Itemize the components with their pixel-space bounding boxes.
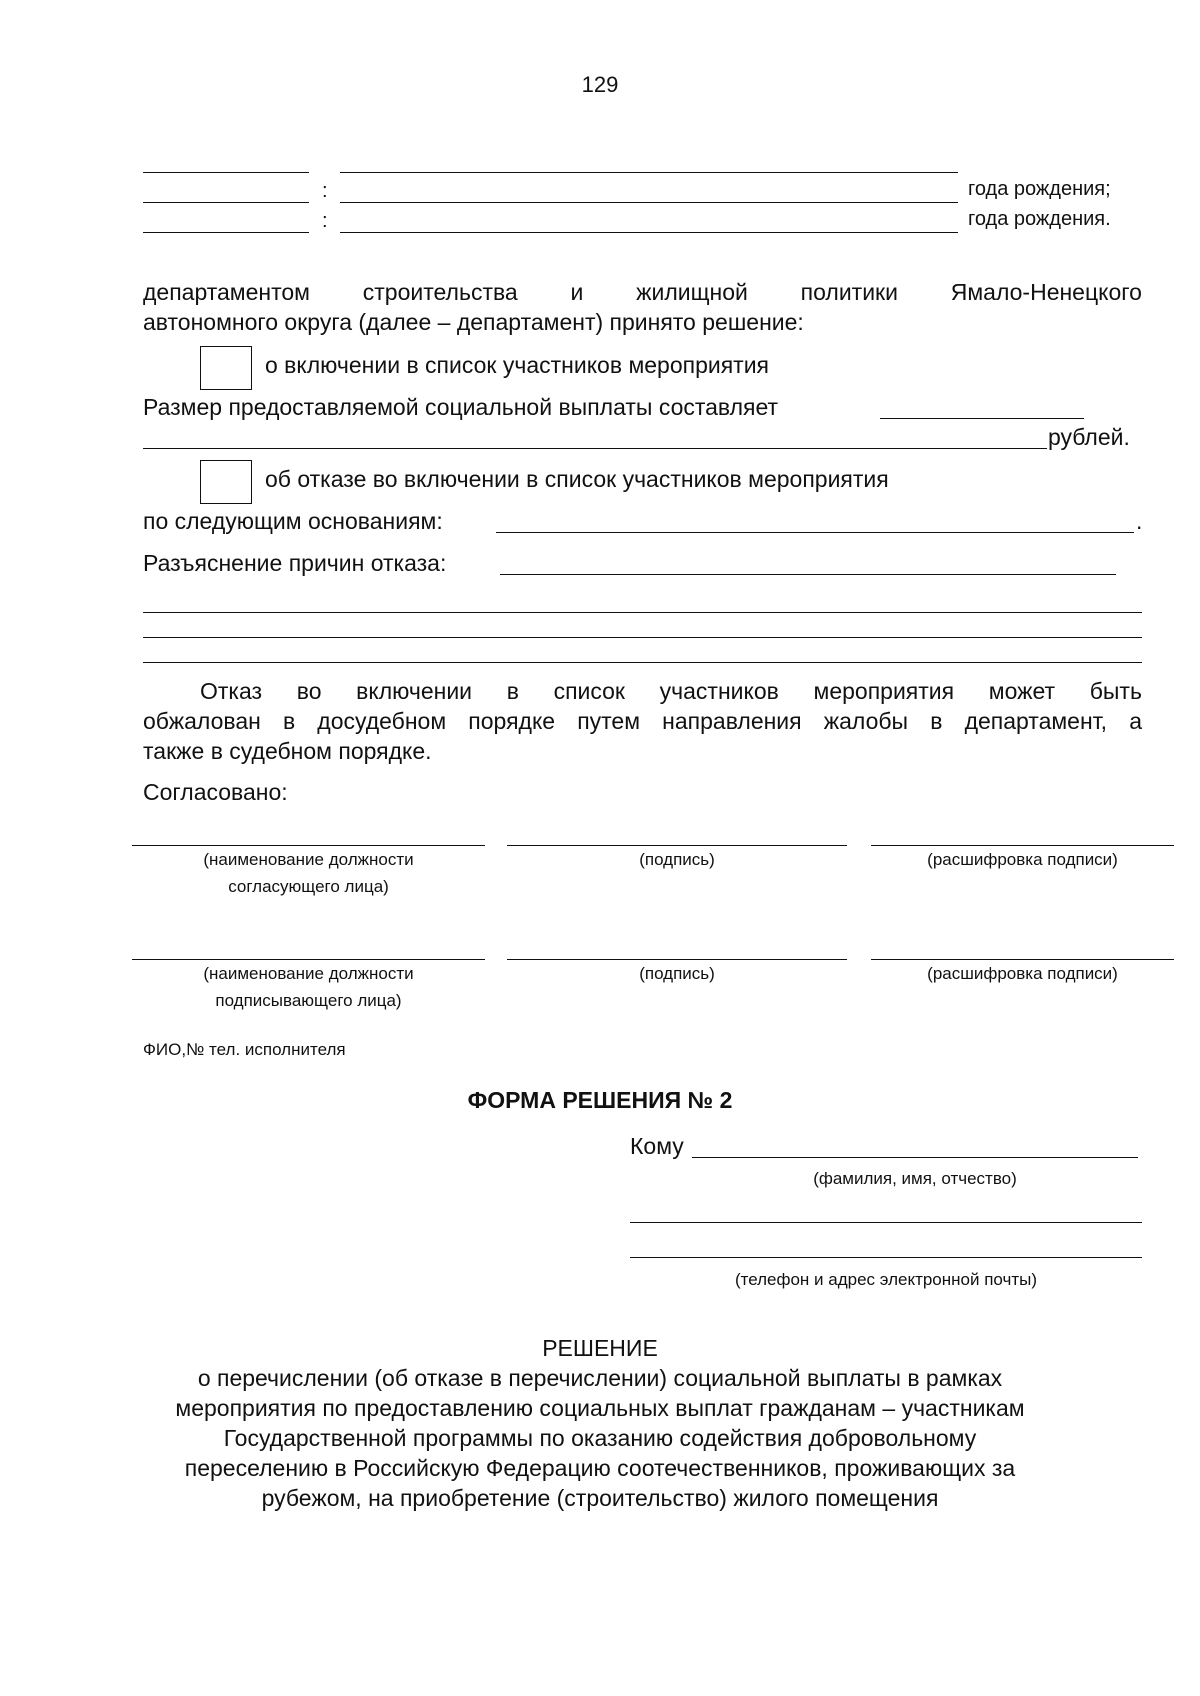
appeal-word: может bbox=[988, 678, 1056, 704]
form2-title: ФОРМА РЕШЕНИЯ № 2 bbox=[467, 1087, 733, 1113]
appeal-word: досудебном bbox=[317, 708, 447, 734]
grounds-label: по следующим основаниям: bbox=[143, 508, 443, 534]
contact-blank-2[interactable] bbox=[630, 1257, 1142, 1258]
grounds-blank[interactable] bbox=[496, 532, 1134, 533]
explanation-blank-4[interactable] bbox=[143, 662, 1142, 663]
name-blank-2[interactable] bbox=[143, 202, 309, 203]
intro-word: строительства bbox=[362, 279, 518, 305]
appeal-word: мероприятия bbox=[813, 678, 955, 704]
signer-decryption-caption: (расшифровка подписи) bbox=[927, 964, 1118, 983]
appeal-line3: также в судебном порядке. bbox=[143, 738, 432, 764]
intro-word: и bbox=[570, 279, 584, 305]
appeal-word: направления bbox=[662, 708, 802, 734]
appeal-line1 bbox=[200, 676, 1142, 706]
decision-intro-line1 bbox=[143, 277, 1142, 307]
recipient-label: Кому bbox=[630, 1133, 684, 1159]
appeal-word: включении bbox=[356, 678, 473, 704]
approver-position-caption-1: (наименование должности bbox=[203, 850, 414, 869]
include-checkbox[interactable] bbox=[200, 346, 252, 390]
decision-subtitle-line: рубежом, на приобретение (строительство) жилого помещения bbox=[261, 1485, 939, 1511]
explanation-blank-1[interactable] bbox=[500, 574, 1116, 575]
contact-blank-1[interactable] bbox=[630, 1222, 1142, 1223]
decision-subtitle-line: о перечислении (об отказе в перечислении) социальной выплаты в рамках bbox=[197, 1365, 1003, 1391]
executor-label: ФИО,№ тел. исполнителя bbox=[143, 1040, 346, 1059]
explanation-label: Разъяснение причин отказа: bbox=[143, 550, 447, 576]
birth-year-label-2: года рождения; bbox=[968, 178, 1111, 200]
details-blank-2[interactable] bbox=[340, 202, 958, 203]
include-option-label: о включении в список участников мероприятия bbox=[265, 352, 770, 378]
name-blank-1[interactable] bbox=[143, 172, 309, 173]
decision-title: РЕШЕНИЕ bbox=[542, 1335, 658, 1361]
explanation-blank-3[interactable] bbox=[143, 637, 1142, 638]
appeal-word: в bbox=[506, 678, 519, 704]
separator-2: : bbox=[322, 180, 328, 202]
approver-decryption-line[interactable] bbox=[871, 845, 1174, 846]
appeal-word: департамент, bbox=[964, 708, 1108, 734]
amount-blank-2[interactable] bbox=[143, 448, 1047, 449]
signer-position-caption-2: подписывающего лица) bbox=[215, 991, 402, 1010]
appeal-word: в bbox=[930, 708, 943, 734]
appeal-word: быть bbox=[1089, 678, 1142, 704]
page-number: 129 bbox=[581, 72, 619, 97]
approver-position-line[interactable] bbox=[132, 845, 485, 846]
decision-subtitle-line: мероприятия по предоставлению социальных выплат гражданам – участникам bbox=[175, 1395, 1025, 1421]
contact-caption: (телефон и адрес электронной почты) bbox=[734, 1270, 1038, 1289]
appeal-word: жалобы bbox=[823, 708, 909, 734]
appeal-word: обжалован bbox=[143, 708, 261, 734]
approver-signature-caption: (подпись) bbox=[639, 850, 715, 869]
amount-blank-1[interactable] bbox=[880, 418, 1084, 419]
grounds-end: . bbox=[1136, 508, 1143, 534]
intro-word: политики bbox=[800, 279, 898, 305]
appeal-word: список bbox=[553, 678, 625, 704]
decision-intro-line2: автономного округа (далее – департамент) принято решение: bbox=[143, 309, 804, 335]
appeal-word: Отказ bbox=[200, 678, 263, 704]
signer-signature-caption: (подпись) bbox=[639, 964, 715, 983]
appeal-word: в bbox=[282, 708, 296, 734]
recipient-name-caption: (фамилия, имя, отчество) bbox=[813, 1169, 1017, 1188]
intro-word: департаментом bbox=[143, 279, 310, 305]
currency-label: рублей. bbox=[1048, 424, 1130, 450]
refuse-checkbox[interactable] bbox=[200, 460, 252, 504]
recipient-name-blank[interactable] bbox=[692, 1157, 1138, 1158]
intro-word: Ямало-Ненецкого bbox=[950, 279, 1142, 305]
appeal-line2 bbox=[143, 706, 1142, 736]
signer-decryption-line[interactable] bbox=[871, 959, 1174, 960]
approver-decryption-caption: (расшифровка подписи) bbox=[927, 850, 1118, 869]
signer-position-line[interactable] bbox=[132, 959, 485, 960]
approver-signature-line[interactable] bbox=[507, 845, 847, 846]
separator-3: : bbox=[322, 210, 328, 232]
explanation-blank-2[interactable] bbox=[143, 612, 1142, 613]
details-blank-3[interactable] bbox=[340, 232, 958, 233]
amount-label: Размер предоставляемой социальной выплаты составляет bbox=[143, 394, 779, 420]
appeal-word: во bbox=[296, 678, 322, 704]
approver-position-caption-2: согласующего лица) bbox=[228, 877, 389, 896]
intro-word: жилищной bbox=[636, 279, 748, 305]
appeal-word: порядке bbox=[468, 708, 556, 734]
signer-signature-line[interactable] bbox=[507, 959, 847, 960]
birth-year-label-3: года рождения. bbox=[968, 208, 1111, 230]
details-blank-1[interactable] bbox=[340, 172, 958, 173]
name-blank-3[interactable] bbox=[143, 232, 309, 233]
refuse-option-label: об отказе во включении в список участников мероприятия bbox=[265, 466, 889, 492]
decision-subtitle-line: переселению в Российскую Федерацию соотечественников, проживающих за bbox=[184, 1455, 1016, 1481]
agreed-label: Согласовано: bbox=[143, 779, 288, 805]
appeal-word: путем bbox=[577, 708, 641, 734]
signer-position-caption-1: (наименование должности bbox=[203, 964, 414, 983]
appeal-word: а bbox=[1129, 708, 1142, 734]
appeal-word: участников bbox=[659, 678, 779, 704]
decision-subtitle-line: Государственной программы по оказанию содействия добровольному bbox=[223, 1425, 977, 1451]
